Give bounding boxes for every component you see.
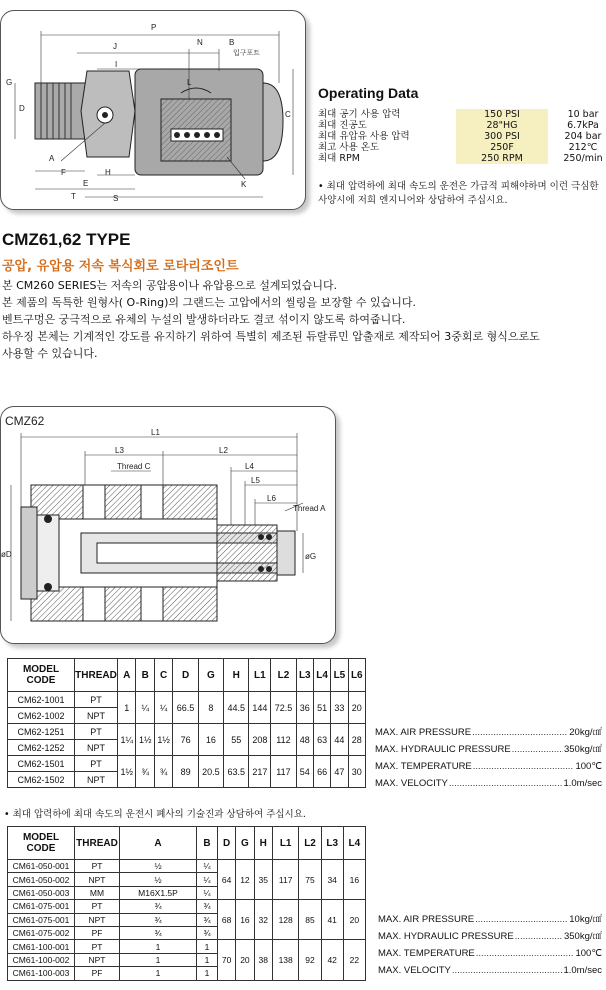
cell-h: 63.5 [224, 756, 249, 788]
model-code: CM61-075-002 [8, 926, 75, 939]
operating-note: • 최대 압력하에 최대 속도의 운전은 가급적 피해야하며 이런 극심한 사양시에 저희 엔지니어와 상담하여 주십시요. [318, 181, 599, 206]
cell-l2: 85 [299, 900, 321, 940]
cell-g: 16 [236, 900, 254, 940]
max-value: 100℃ [575, 948, 602, 959]
col-l2: L2 [271, 659, 296, 692]
col-a: A [118, 659, 136, 692]
cell-h: 35 [254, 860, 272, 900]
col-d: D [218, 827, 236, 860]
op-row [318, 142, 606, 153]
cmz62-drawing-label: CMZ62 [5, 414, 45, 428]
max-label: MAX. HYDRAULIC PRESSURE [375, 744, 511, 755]
max-line [375, 724, 602, 741]
model-code: CM62-1252 [8, 740, 75, 756]
model-code: CM61-075-001 [8, 913, 75, 926]
thread: PT [75, 756, 118, 772]
cell-l5: 33 [331, 692, 348, 724]
cell-g: 20 [236, 940, 254, 980]
cell-c: 1½ [154, 724, 172, 756]
cell-l1: 128 [272, 900, 299, 940]
dim-f-label: F [61, 168, 66, 177]
max-line [378, 962, 602, 979]
cell-a: 1 [118, 692, 136, 724]
col-h: H [224, 659, 249, 692]
cell-l4: 51 [313, 692, 330, 724]
dim-p-label: P [151, 23, 157, 32]
max-line [375, 741, 602, 758]
col-h: H [254, 827, 272, 860]
dim-l-label: L [187, 78, 192, 87]
dim-k-label: K [241, 180, 247, 189]
rotary-joint-drawing-cmz62 [1, 407, 335, 643]
col-c: C [154, 659, 172, 692]
max-label: MAX. VELOCITY [378, 965, 451, 976]
op-value-imperial: 250 RPM [456, 153, 548, 164]
max-label: MAX. AIR PRESSURE [375, 727, 472, 738]
op-row [318, 120, 606, 131]
col-g: G [198, 659, 223, 692]
model-code: CM61-050-001 [8, 860, 75, 873]
cell-l1: 217 [249, 756, 271, 788]
cell-a: ¾ [120, 926, 197, 939]
cell-l1: 138 [272, 940, 299, 980]
cell-a: 1¼ [118, 724, 136, 756]
max-line [375, 775, 602, 792]
model-code: CM61-100-001 [8, 940, 75, 953]
dim-s-label: S [113, 194, 119, 203]
dim-h-label: H [105, 168, 111, 177]
dim-l2-label: L2 [219, 446, 228, 455]
description-line: 하우징 본체는 기계적인 강도를 유지하기 위하여 특별히 제조된 듀랄류민 압출재로 제작되어 3중회로 형식으로도 [2, 330, 540, 343]
cell-a: ¾ [120, 900, 197, 913]
cell-h: 55 [224, 724, 249, 756]
table-row [8, 860, 366, 873]
description-line: 본 제품의 독특한 원형사( O-Ring)의 그랜드는 고압에서의 씰링을 보장할 수 있습니다. [2, 296, 417, 309]
col-l3: L3 [296, 659, 313, 692]
dim-b-label: B [229, 38, 235, 47]
op-label: 최대 유압유 사용 압력 [318, 131, 410, 142]
type-title: CMZ61,62 TYPE [2, 230, 131, 249]
cell-b: ¾ [197, 926, 218, 939]
cell-b: ¼ [197, 860, 218, 873]
dim-phi-g-label: øG [305, 552, 317, 561]
col-b: B [136, 659, 154, 692]
cell-l4: 66 [313, 756, 330, 788]
thread: PT [75, 724, 118, 740]
op-value-imperial: 28"HG [456, 120, 548, 131]
max-value: 350kg/㎠ [563, 931, 602, 942]
model-code: CM61-050-003 [8, 886, 75, 899]
max-value: 1.0m/sec [563, 778, 602, 789]
dim-a-label: A [49, 154, 55, 163]
dim-g-label: G [6, 78, 13, 87]
thread-c-label: Thread C [117, 462, 151, 471]
dim-l5-label: L5 [251, 476, 260, 485]
description [2, 277, 602, 362]
table-row [8, 724, 366, 740]
col-thread: THREAD [75, 659, 118, 692]
drawing-2-frame [0, 406, 336, 644]
op-row [318, 131, 606, 142]
cell-a: 1½ [118, 756, 136, 788]
cell-d: 89 [173, 756, 198, 788]
col-l4: L4 [313, 659, 330, 692]
thread: NPT [75, 740, 118, 756]
cm61-spec-table [7, 826, 366, 981]
cell-h: 32 [254, 900, 272, 940]
max-value: 20kg/㎠ [569, 727, 602, 738]
cell-b: ¼ [136, 692, 154, 724]
cell-l3: 48 [296, 724, 313, 756]
cell-b: ¾ [197, 900, 218, 913]
max-label: MAX. TEMPERATURE [375, 761, 472, 772]
cm62-spec-table [7, 658, 366, 788]
description-line: 벤트구멍은 궁극적으로 유체의 누설의 발생하더라도 결코 섞이지 않도록 하여줍니다. [2, 313, 406, 326]
cell-l2: 92 [299, 940, 321, 980]
model-code: CM61-050-002 [8, 873, 75, 886]
thread: PT [75, 692, 118, 708]
cell-b: 1 [197, 967, 218, 980]
dim-l4-label: L4 [245, 462, 254, 471]
cell-g: 20.5 [198, 756, 223, 788]
drawing-1-frame [0, 10, 306, 210]
cell-l4: 16 [343, 860, 365, 900]
col-l6: L6 [348, 659, 365, 692]
cell-l6: 28 [348, 724, 365, 756]
thread: PF [75, 967, 120, 980]
max-value: 100℃ [575, 761, 602, 772]
col-model-code: MODEL CODE [8, 827, 75, 860]
model-code: CM62-1251 [8, 724, 75, 740]
op-value-metric: 6.7kPa [567, 120, 599, 131]
cell-l3: 54 [296, 756, 313, 788]
op-value-metric: 212℃ [568, 142, 598, 153]
thread: PT [75, 900, 120, 913]
max-line [375, 758, 602, 775]
col-d: D [173, 659, 198, 692]
col-g: G [236, 827, 254, 860]
cell-d: 70 [218, 940, 236, 980]
cell-d: 66.5 [173, 692, 198, 724]
cell-l4: 63 [313, 724, 330, 756]
op-value-imperial: 300 PSI [456, 131, 548, 142]
dim-n-label: N [197, 38, 203, 47]
op-label: 최고 사용 온도 [318, 142, 380, 153]
model-code: CM61-100-003 [8, 967, 75, 980]
cell-l3: 41 [321, 900, 343, 940]
cell-h: 44.5 [224, 692, 249, 724]
model-code: CM61-075-001 [8, 900, 75, 913]
cell-c: ¼ [154, 692, 172, 724]
operating-data-title: Operating Data [318, 85, 419, 101]
col-a: A [120, 827, 197, 860]
thread: NPT [75, 708, 118, 724]
table-header-row [8, 827, 366, 860]
cell-l5: 47 [331, 756, 348, 788]
col-thread: THREAD [75, 827, 120, 860]
cell-l2: 75 [299, 860, 321, 900]
op-row [318, 153, 606, 164]
rotary-joint-drawing-1 [1, 11, 305, 209]
cell-a: M16X1.5P [120, 886, 197, 899]
max-value: 350kg/㎠ [563, 744, 602, 755]
cell-l1: 208 [249, 724, 271, 756]
max-label: MAX. TEMPERATURE [378, 948, 475, 959]
cell-g: 12 [236, 860, 254, 900]
max-label: MAX. AIR PRESSURE [378, 914, 475, 925]
max-value: 1.0m/sec [563, 965, 602, 976]
dim-l1-label: L1 [151, 428, 160, 437]
cell-l4: 20 [343, 900, 365, 940]
dim-d-label: D [19, 104, 25, 113]
op-value-metric: 250/min [563, 153, 603, 164]
cell-l2: 72.5 [271, 692, 296, 724]
cell-d: 64 [218, 860, 236, 900]
cell-b: 1½ [136, 724, 154, 756]
op-value-metric: 10 bar [567, 109, 599, 120]
max-specs-2 [378, 911, 602, 979]
type-subtitle: 공압, 유압용 저속 복식회로 로타리조인트 [2, 259, 239, 274]
model-code: CM62-1002 [8, 708, 75, 724]
cell-h: 38 [254, 940, 272, 980]
cell-a: ¾ [120, 913, 197, 926]
cell-b: ¼ [197, 886, 218, 899]
cell-l6: 20 [348, 692, 365, 724]
cell-l6: 30 [348, 756, 365, 788]
cell-b: 1 [197, 953, 218, 966]
dim-t-label: T [71, 192, 76, 201]
cell-c: ¾ [154, 756, 172, 788]
col-l1: L1 [249, 659, 271, 692]
table-row [8, 756, 366, 772]
thread: NPT [75, 913, 120, 926]
thread: NPT [75, 873, 120, 886]
operating-data-table [318, 109, 606, 164]
cell-l5: 44 [331, 724, 348, 756]
max-value: 10kg/㎠ [569, 914, 602, 925]
cell-l2: 112 [271, 724, 296, 756]
cell-b: ¼ [197, 873, 218, 886]
model-code: CM62-1502 [8, 772, 75, 788]
max-label: MAX. VELOCITY [375, 778, 448, 789]
cell-l3: 42 [321, 940, 343, 980]
cell-l1: 117 [272, 860, 299, 900]
max-specs-1 [375, 724, 602, 792]
thread: PT [75, 940, 120, 953]
thread: NPT [75, 953, 120, 966]
op-value-imperial: 150 PSI [456, 109, 548, 120]
cell-b: ¾ [136, 756, 154, 788]
table-row [8, 692, 366, 708]
cell-a: ½ [120, 860, 197, 873]
cell-a: ½ [120, 873, 197, 886]
cell-a: 1 [120, 967, 197, 980]
max-label: MAX. HYDRAULIC PRESSURE [378, 931, 514, 942]
cell-l3: 34 [321, 860, 343, 900]
cell-g: 8 [198, 692, 223, 724]
col-l2: L2 [299, 827, 321, 860]
dim-l6-label: L6 [267, 494, 276, 503]
model-code: CM62-1001 [8, 692, 75, 708]
op-label: 최대 공기 사용 압력 [318, 109, 401, 120]
max-line [378, 911, 602, 928]
cell-l3: 36 [296, 692, 313, 724]
thread: PT [75, 860, 120, 873]
cell-g: 16 [198, 724, 223, 756]
dim-c-label: C [285, 110, 291, 119]
thread: NPT [75, 772, 118, 788]
dim-j-label: J [113, 42, 117, 51]
cell-b: ¾ [197, 913, 218, 926]
op-row [318, 109, 606, 120]
cell-l1: 144 [249, 692, 271, 724]
cell-a: 1 [120, 940, 197, 953]
cell-d: 76 [173, 724, 198, 756]
dim-l3-label: L3 [115, 446, 124, 455]
dim-phi-d-label: øD [1, 550, 12, 559]
col-l5: L5 [331, 659, 348, 692]
op-value-imperial: 250F [456, 142, 548, 153]
col-l1: L1 [272, 827, 299, 860]
model-code: CM61-100-002 [8, 953, 75, 966]
description-line: 사용할 수 있습니다. [2, 347, 98, 360]
cell-a: 1 [120, 953, 197, 966]
op-label: 최대 RPM [318, 153, 360, 164]
col-b: B [197, 827, 218, 860]
max-line [378, 928, 602, 945]
op-label: 최대 진공도 [318, 120, 367, 131]
cell-l2: 117 [271, 756, 296, 788]
pressure-note: • 최대 압력하에 최대 속도의 운전시 폐사의 기술진과 상담하여 주십시요. [4, 809, 306, 820]
cell-l4: 22 [343, 940, 365, 980]
max-line [378, 945, 602, 962]
op-value-metric: 204 bar [564, 131, 602, 142]
cell-b: 1 [197, 940, 218, 953]
thread-a-label: Thread A [293, 504, 326, 513]
dim-e-label: E [83, 179, 89, 188]
cell-d: 68 [218, 900, 236, 940]
table-header-row [8, 659, 366, 692]
description-line: 본 CM260 SERIES는 저속의 공압용이나 유압용으로 설계되었습니다. [2, 279, 338, 292]
thread: MM [75, 886, 120, 899]
inlet-port-label: 입구포트 [233, 50, 261, 57]
col-l3: L3 [321, 827, 343, 860]
model-code: CM62-1501 [8, 756, 75, 772]
thread: PF [75, 926, 120, 939]
dim-i-label: I [115, 60, 118, 69]
col-model-code: MODEL CODE [8, 659, 75, 692]
table-row [8, 900, 366, 913]
col-l4: L4 [343, 827, 365, 860]
table-row [8, 940, 366, 953]
